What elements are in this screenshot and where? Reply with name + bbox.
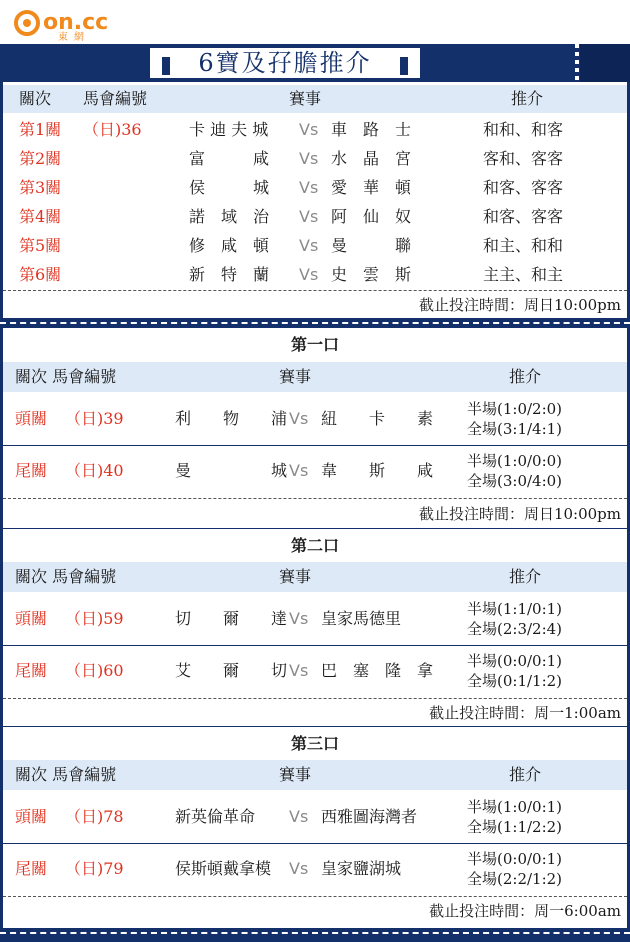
header-level-code: 關次 馬會編號 [15,567,117,586]
section-1 [0,328,630,530]
header-tip: 推介 [509,367,542,386]
row-tips [467,797,562,837]
table-row [3,231,627,260]
row-away: 韋 斯 咸 [321,461,434,480]
tip-full: 全場(2:2/1:2) [467,870,563,888]
tip-half: 半場(0:0/0:1) [467,652,563,670]
row-home: 利 物 浦 [175,409,288,428]
row-home: 新 特 蘭 [189,265,270,284]
row-vs: Vs [289,807,309,826]
row-away: 車 路 士 [331,120,412,139]
row-tip: 客和、客客 [483,149,564,168]
row-away: 紐 卡 素 [321,409,434,428]
table-row [3,260,627,289]
row-code: （日)78 [65,807,124,826]
row-home: 諾 域 治 [189,207,270,226]
row-away: 史 雲 斯 [331,265,412,284]
table-row [3,844,627,894]
logo-ring-icon [14,10,40,36]
row-level: 第2關 [19,149,62,168]
tip-half: 半場(1:1/0:1) [467,600,563,618]
row-vs: Vs [289,409,309,428]
row-level: 頭關 [15,409,48,428]
row-tip: 和客、客客 [483,178,564,197]
row-level: 第6關 [19,265,62,284]
row-level: 尾關 [15,461,48,480]
row-away: 愛 華 頓 [331,178,412,197]
row-level: 頭關 [15,609,48,628]
section-2 [0,530,630,727]
row-level: 第5關 [19,236,62,255]
tip-full: 全場(1:1/2:2) [467,818,563,836]
table-row [3,202,627,231]
section-separator [0,318,630,328]
deadline-text: 截止投注時間：周一6:00am [429,902,621,920]
row-tip: 和客、客客 [483,207,564,226]
row-away: 曼 聯 [331,236,412,255]
row-away: 巴 塞 隆 拿 [321,661,434,680]
row-code: （日)36 [83,120,142,139]
deadline-text: 截止投注時間：周日10:00pm [418,505,621,523]
row-away: 阿 仙 奴 [331,207,412,226]
row-home: 新英倫革命 [175,807,256,826]
row-tips [467,399,562,439]
row-vs: Vs [299,149,319,168]
row-vs: Vs [289,859,309,878]
banner-end-block [580,44,630,82]
bottom-separator [0,928,630,942]
header-level-code: 關次 馬會編號 [15,367,117,386]
row-vs: Vs [299,265,319,284]
row-home: 侯斯頓戴拿模 [175,859,272,878]
row-code: （日)40 [65,461,124,480]
row-home: 修 咸 頓 [189,236,270,255]
main-section [0,82,630,318]
page-title: 6寶及孖膽推介 [198,49,372,77]
tip-half: 半場(1:0/0:1) [467,798,563,816]
section-header-row [3,562,627,592]
row-tips [467,451,562,491]
table-row [3,173,627,202]
table-row [3,792,627,842]
row-home: 曼 城 [175,461,288,480]
row-code: （日)79 [65,859,124,878]
header-match: 賽事 [279,567,312,586]
header-match: 賽事 [289,89,322,108]
row-divider [3,498,627,499]
header-match: 賽事 [279,367,312,386]
row-away: 皇家馬德里 [321,609,402,628]
row-level: 第1關 [19,120,62,139]
row-home: 切 爾 達 [175,609,288,628]
main-header-row [3,85,627,113]
row-tips [467,849,562,889]
row-home: 艾 爾 切 [175,661,288,680]
row-code: （日)60 [65,661,124,680]
row-level: 頭關 [15,807,48,826]
title-bar-right-icon [400,57,408,75]
row-home: 卡 迪 夫 城 [189,120,269,139]
section-header-row [3,362,627,392]
row-away: 水 晶 宮 [331,149,412,168]
section-title: 第二口 [290,536,339,555]
logo-sub: 東網 [58,32,90,43]
tip-half: 半場(0:0/0:1) [467,850,563,868]
header-code: 馬會編號 [83,89,148,108]
row-vs: Vs [299,207,319,226]
row-code: （日)39 [65,409,124,428]
header-level: 關次 [19,89,52,108]
row-away: 皇家鹽湖城 [321,859,402,878]
row-vs: Vs [289,461,309,480]
tip-full: 全場(2:3/2:4) [467,620,563,638]
deadline-text: 截止投注時間：周一1:00am [429,704,621,722]
table-row [3,394,627,444]
row-tips [467,651,562,691]
section-title: 第一口 [290,335,339,354]
row-code: （日)59 [65,609,124,628]
table-row [3,594,627,644]
title-banner [0,44,630,82]
section-bottom-line [3,528,627,529]
header-level-code: 關次 馬會編號 [15,765,117,784]
row-tip: 和主、和和 [483,236,564,255]
row-level: 第4關 [19,207,62,226]
header-tip: 推介 [509,765,542,784]
table-row [3,446,627,496]
tip-half: 半場(1:0/2:0) [467,400,563,418]
banner-dots [575,44,579,82]
header-match: 賽事 [279,765,312,784]
tip-full: 全場(3:0/4:0) [467,472,563,490]
section-header-row [3,760,627,790]
row-level: 尾關 [15,661,48,680]
row-home: 富 咸 [189,149,270,168]
table-row [3,646,627,696]
title-box [150,48,420,78]
table-row [3,144,627,173]
row-vs: Vs [289,609,309,628]
row-tip: 主主、和主 [483,265,564,284]
row-home: 侯 城 [189,178,270,197]
header-tip: 推介 [511,89,544,108]
row-vs: Vs [299,120,319,139]
row-tips [467,599,562,639]
row-away: 西雅圖海灣者 [321,807,418,826]
table-row [3,115,627,144]
section-3 [0,727,630,928]
row-tip: 和和、和客 [483,120,564,139]
logo-brand: on.cc [43,10,109,35]
row-level: 第3關 [19,178,62,197]
tip-full: 全場(3:1/4:1) [467,420,563,438]
tip-full: 全場(0:1/1:2) [467,672,563,690]
tip-half: 半場(1:0/0:0) [467,452,563,470]
row-vs: Vs [299,236,319,255]
row-vs: Vs [299,178,319,197]
row-divider [3,290,627,291]
deadline-text: 截止投注時間：周日10:00pm [418,296,621,314]
row-vs: Vs [289,661,309,680]
section-title: 第三口 [290,734,339,753]
row-level: 尾關 [15,859,48,878]
header-tip: 推介 [509,567,542,586]
